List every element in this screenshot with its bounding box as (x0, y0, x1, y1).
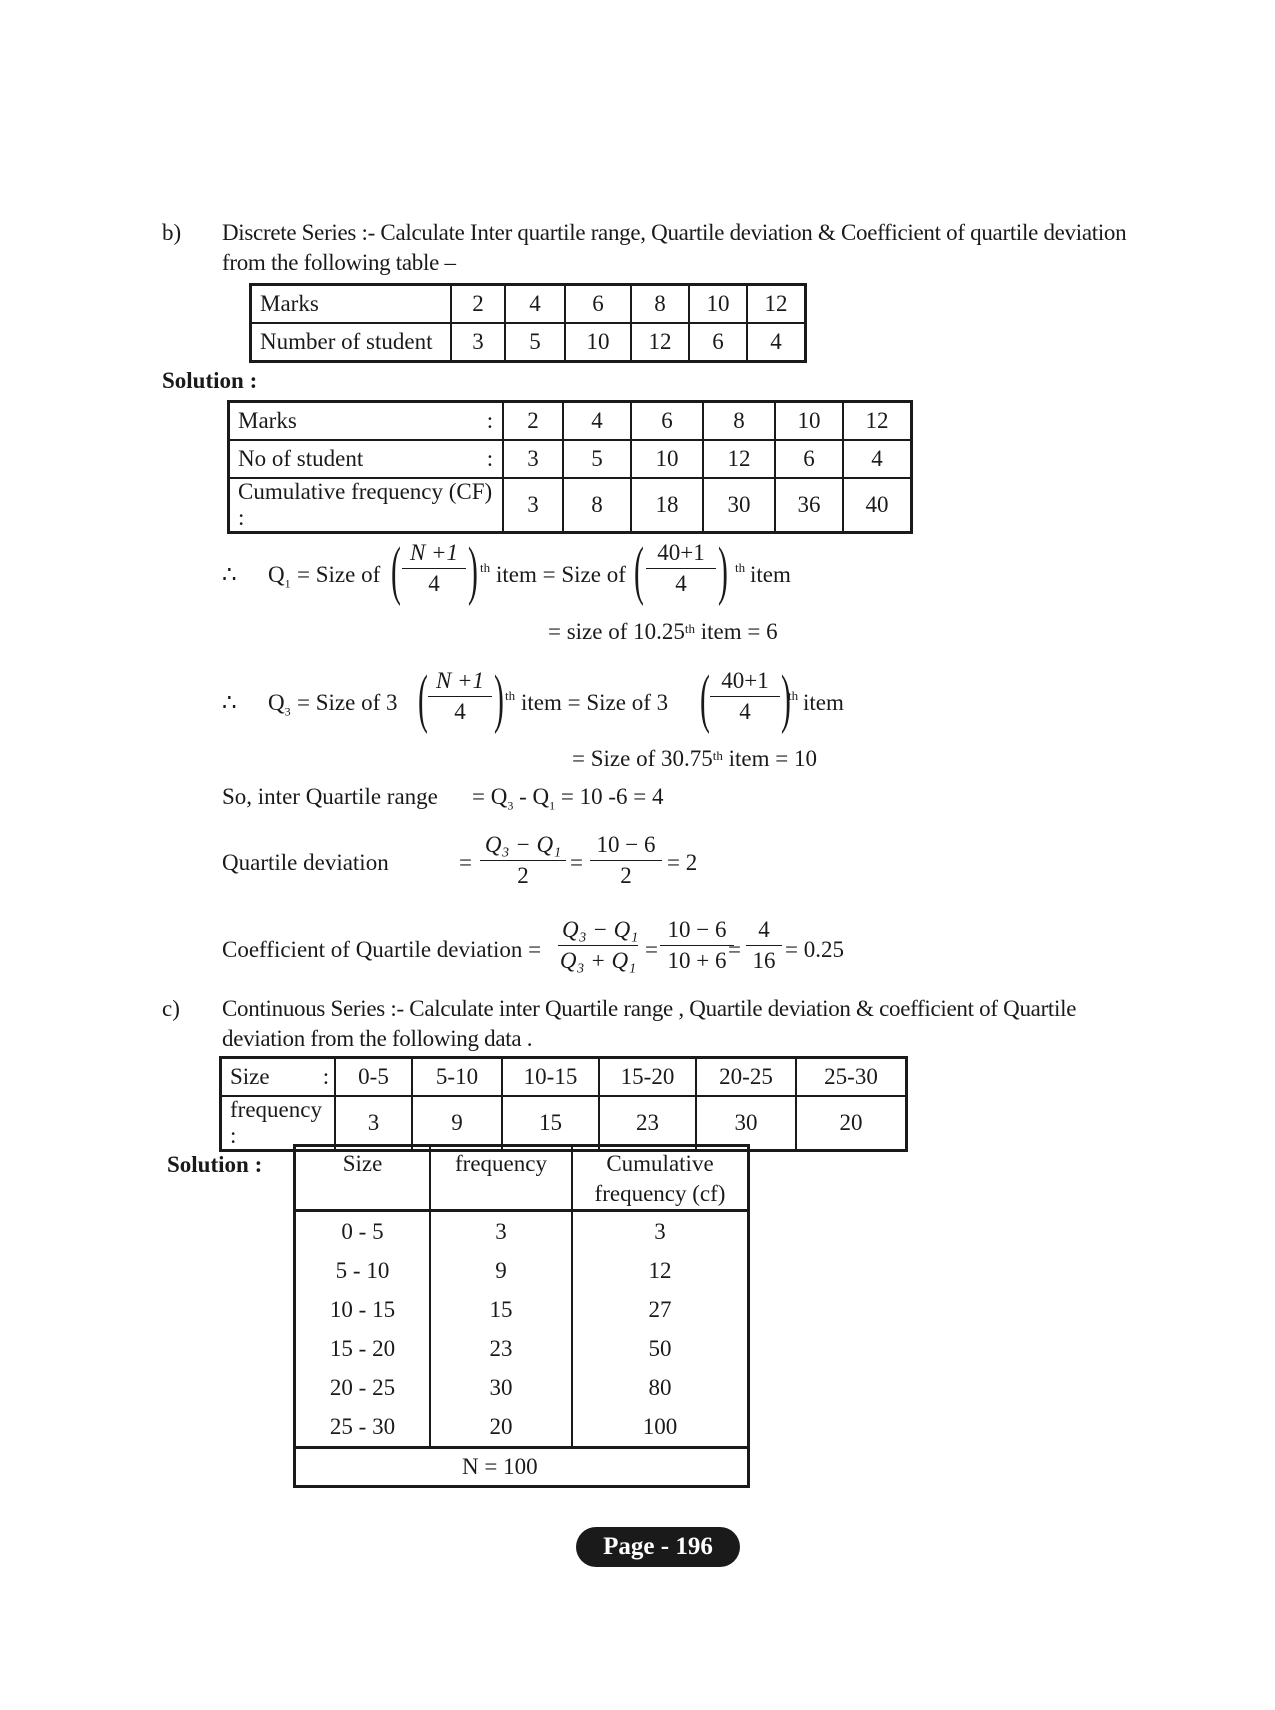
table-cell: 3 (451, 323, 505, 362)
table-row (229, 402, 912, 441)
table-cell: 8 (703, 402, 775, 441)
left-paren: ( (418, 662, 428, 735)
th-superscript: th (480, 560, 491, 575)
iqr-expression: = $Q_3 - Q_1 = 10$ -6 = 4 (472, 784, 664, 813)
qd-fraction-2: $\frac{10 - 6}{2}$ (590, 830, 662, 891)
q3-mid: item = Size of 3 (521, 690, 669, 715)
q1-result: = size of 10.25th item = 6 (548, 619, 778, 644)
table-row (295, 1329, 749, 1368)
table-cell: 10 (565, 323, 631, 362)
table-row (251, 285, 806, 324)
table-cell: frequency : (221, 1096, 336, 1151)
table-cell: 20 - 25 (295, 1368, 431, 1407)
therefore-symbol: ∴ (222, 690, 237, 715)
table-row (229, 440, 912, 478)
equals-sign: = (645, 937, 658, 962)
table-cell: 15 - 20 (295, 1329, 431, 1368)
q3-size-of: = Size of 3 (297, 690, 398, 715)
table-row (295, 1368, 749, 1407)
section-b-text-line1: Discrete Series :- Calculate Inter quartile range, Quartile deviation & Coefficient of quartile deviation (222, 220, 1127, 245)
table-cell: 27 (648, 1296, 672, 1322)
table-cell: 5 (505, 323, 565, 362)
table-cell: 12 (703, 440, 775, 478)
qd-label: Quartile deviation (222, 850, 389, 875)
table-cell: Size (221, 1058, 319, 1097)
q1-size-of: = Size of (297, 562, 381, 587)
q3-lhs: $Q_3$ (268, 690, 291, 719)
left-paren: ( (700, 662, 710, 735)
table-cell: 23 (430, 1329, 572, 1368)
table-cell: 4 (843, 440, 912, 478)
left-paren: ( (634, 534, 644, 607)
q3-fraction-2: $\frac{40+1}{4}$ (710, 666, 780, 727)
table-cell: 100 (642, 1413, 678, 1439)
table-total-row (295, 1448, 749, 1487)
q3-result: = Size of 30.75th item = 10 (572, 746, 817, 771)
th-superscript: th (788, 688, 799, 703)
table-cell: 3 (654, 1218, 666, 1244)
q3-tail: item (803, 690, 844, 715)
table-cell: 50 (648, 1335, 672, 1361)
table-cell: 10 (689, 285, 747, 324)
table-cell: 40 (843, 478, 912, 533)
table-cell: 8 (631, 285, 689, 324)
table-cell: Marks (229, 402, 479, 441)
table-cell: 6 (565, 285, 631, 324)
cqd-fraction-3: $\frac{4}{16}$ (746, 915, 782, 976)
table-cell: 30 (696, 1096, 796, 1151)
table-cell: 12 (631, 323, 689, 362)
table-cell: Marks (251, 285, 452, 324)
solution-b-heading: Solution : (162, 368, 258, 393)
cqd-label: Coefficient of Quartile deviation = (222, 937, 542, 962)
cqd-fraction-2: $\frac{10 - 6}{10 + 6}$ (660, 915, 734, 976)
table-cell: 10-15 (502, 1058, 599, 1097)
section-b-label: b) (162, 220, 182, 245)
table-cell: : (478, 440, 503, 478)
q1-mid: item = Size of (496, 562, 626, 587)
table-row (221, 1058, 907, 1097)
table-cell: 10 (775, 402, 843, 441)
table-cell: 30 (430, 1368, 572, 1407)
table-cell: 15-20 (599, 1058, 696, 1097)
section-b-text-line2: from the following table – (222, 250, 456, 275)
q3-fraction-1: $\frac{N +1}{4}$ (428, 666, 492, 727)
table-cell: 15 (430, 1290, 572, 1329)
cqd-result: = 0.25 (785, 937, 844, 962)
section-c-text (222, 994, 1172, 1054)
table-cell: 5 (563, 440, 631, 478)
header-size: Size (295, 1146, 431, 1211)
table-cell: 20 (796, 1096, 907, 1151)
equals-sign: = (570, 850, 583, 875)
table-cell: 20-25 (696, 1058, 796, 1097)
table-cell: 80 (648, 1374, 672, 1400)
table-cell: 8 (563, 478, 631, 533)
section-c-text-line2: deviation from the following data . (222, 1026, 533, 1051)
left-paren: ( (391, 534, 401, 607)
continuous-series-table (219, 1056, 908, 1152)
table-cell: 2 (503, 402, 563, 441)
page-number-badge: Page - 196 (576, 1527, 740, 1567)
q1-fraction-2: $\frac{40+1}{4}$ (646, 538, 716, 599)
table-cell: 25-30 (796, 1058, 907, 1097)
table-cell: 3 (335, 1096, 412, 1151)
table-row (251, 323, 806, 362)
table-cell: 18 (631, 478, 703, 533)
table-cell: Number of student (251, 323, 452, 362)
table-cell: 25 - 30 (295, 1407, 431, 1448)
solution-b-table (227, 400, 913, 534)
equals-sign: = (728, 937, 741, 962)
table-cell: 6 (631, 402, 703, 441)
header-cumulative-frequency: Cumulative frequency (cf) (572, 1146, 749, 1211)
equals-sign: = (459, 850, 472, 875)
section-c-label: c) (162, 996, 180, 1021)
table-cell: 3 (503, 440, 563, 478)
table-cell: 5 - 10 (295, 1251, 431, 1290)
table-cell: : (318, 1058, 335, 1097)
table-cell: 6 (689, 323, 747, 362)
iqr-label: So, inter Quartile range (222, 784, 438, 809)
q1-tail: item (750, 562, 791, 587)
right-paren: ) (494, 662, 504, 735)
table-row (295, 1211, 749, 1252)
table-cell: 3 (503, 478, 563, 533)
table-cell: 6 (775, 440, 843, 478)
table-row (295, 1407, 749, 1448)
q1-lhs: $Q_1$ (268, 562, 291, 591)
right-paren: ) (718, 534, 728, 607)
table-cell: 10 (631, 440, 703, 478)
qd-result: = 2 (667, 850, 698, 875)
table-cell: 12 (843, 402, 912, 441)
q1-fraction-1: $\frac{N +1}{4}$ (402, 538, 466, 599)
marks-table (249, 283, 807, 363)
table-cell: 3 (430, 1211, 572, 1252)
right-paren: ) (468, 534, 478, 607)
table-row (295, 1251, 749, 1290)
table-cell: 9 (430, 1251, 572, 1290)
table-cell: 10 - 15 (295, 1290, 431, 1329)
table-cell: 4 (747, 323, 806, 362)
table-row (229, 478, 912, 533)
th-superscript: th (505, 688, 516, 703)
table-cell: 30 (703, 478, 775, 533)
table-cell: 5-10 (412, 1058, 502, 1097)
table-cell: 0 - 5 (295, 1211, 431, 1252)
solution-c-heading: Solution : (167, 1152, 263, 1177)
table-cell: 20 (430, 1407, 572, 1448)
section-b-text (222, 218, 1172, 278)
table-cell: 15 (502, 1096, 599, 1151)
table-row (221, 1096, 907, 1151)
header-frequency: frequency (430, 1146, 572, 1211)
table-cell: 36 (775, 478, 843, 533)
table-cell: 4 (505, 285, 565, 324)
therefore-symbol: ∴ (222, 562, 237, 587)
table-cell: 12 (648, 1257, 672, 1283)
table-cell: 2 (451, 285, 505, 324)
total-n: N = 100 (295, 1448, 749, 1487)
cqd-fraction-1: $\frac{\text{Q₃ − Q₁}}{\text{Q₃ + Q₁}}$ (559, 917, 639, 973)
table-cell: No of student (229, 440, 479, 478)
th-superscript: th (735, 560, 746, 575)
table-cell: 23 (599, 1096, 696, 1151)
table-cell: 12 (747, 285, 806, 324)
qd-fraction-1: $\frac{\text{Q₃ − Q₁}}{2}$ (480, 830, 566, 891)
table-header-row (295, 1146, 749, 1211)
table-cell: 9 (412, 1096, 502, 1151)
table-row (295, 1290, 749, 1329)
section-c-text-line1: Continuous Series :- Calculate inter Quartile range , Quartile deviation & coefficient of Quartile (222, 996, 1077, 1021)
cumulative-frequency-table (293, 1144, 750, 1488)
table-cell: 0-5 (335, 1058, 412, 1097)
table-cell: : (478, 402, 503, 441)
right-paren: ) (781, 662, 791, 735)
table-cell: 4 (563, 402, 631, 441)
table-cell: Cumulative frequency (CF) : (229, 478, 504, 533)
